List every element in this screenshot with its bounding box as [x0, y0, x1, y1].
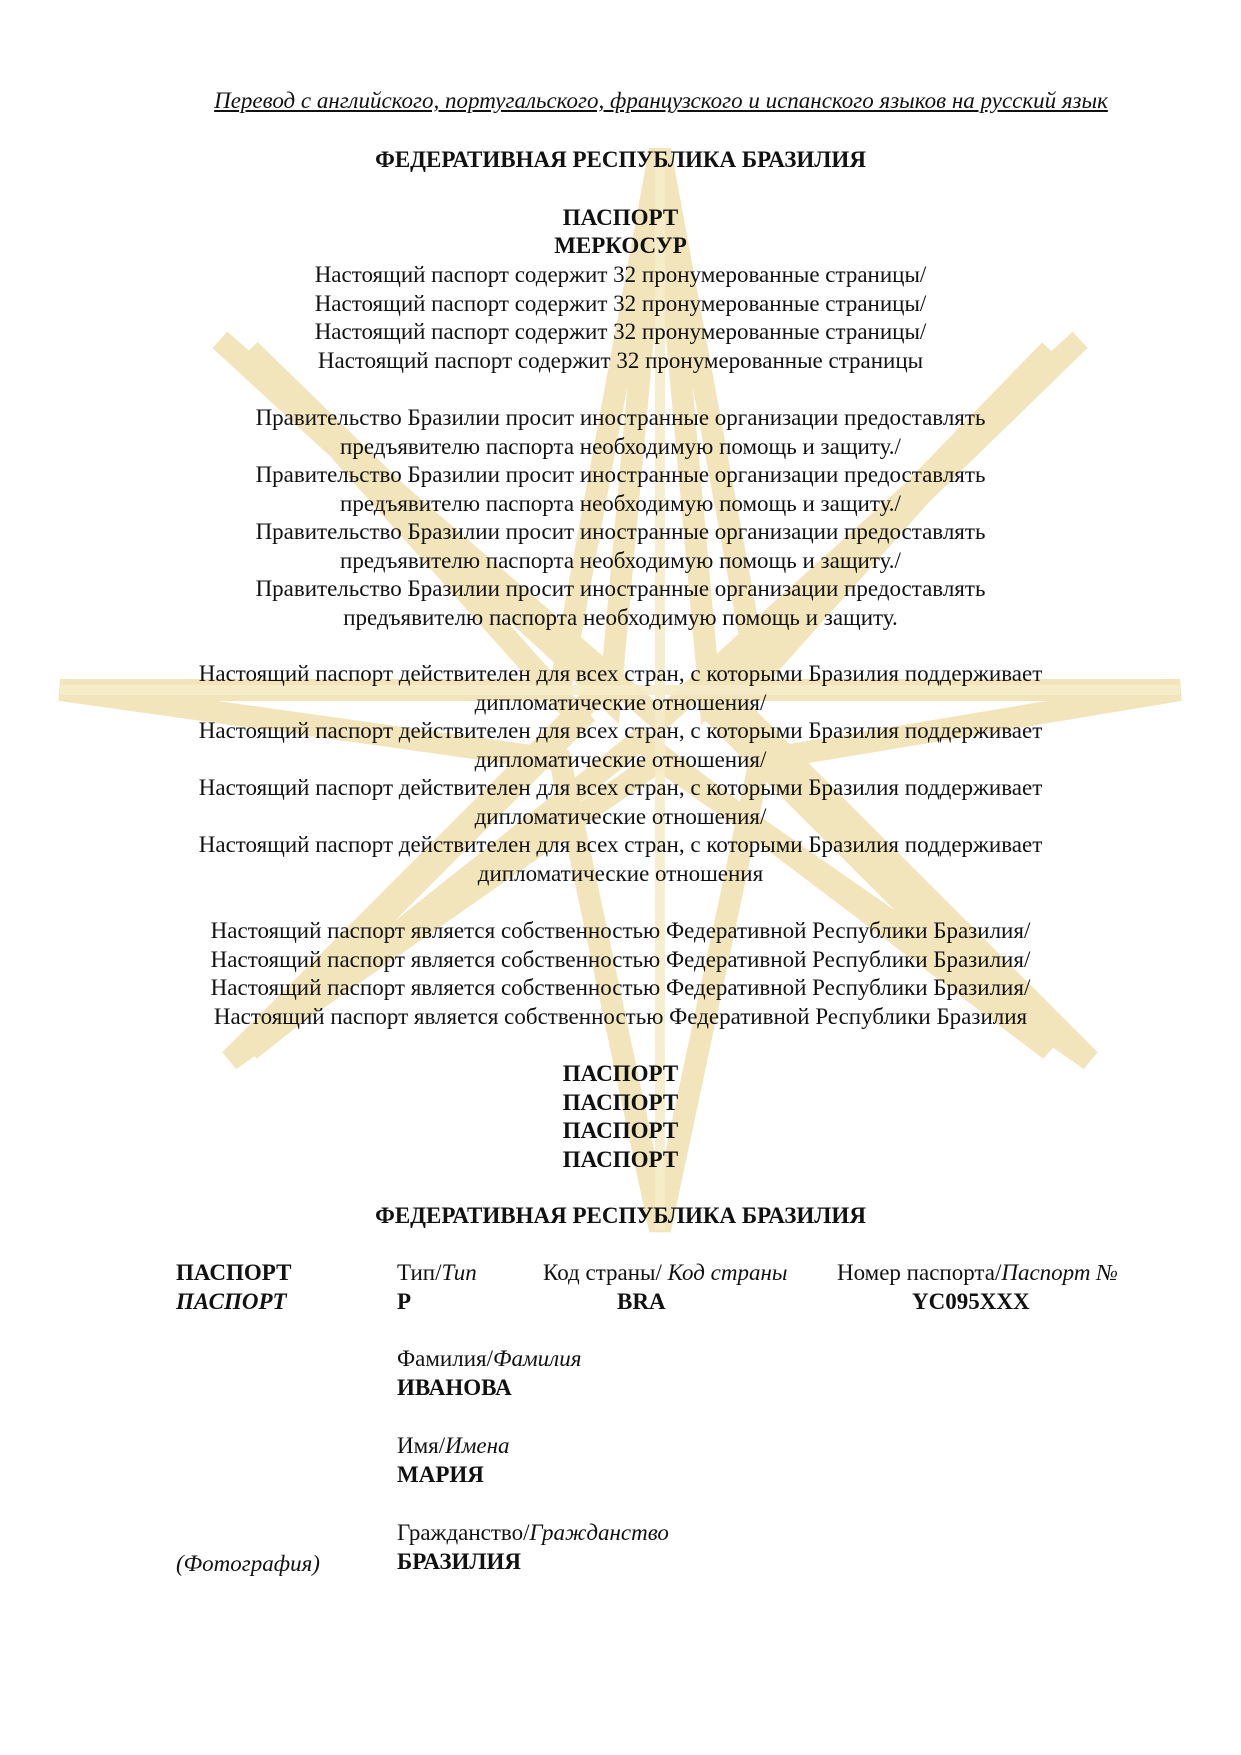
pages-line: Настоящий паспорт содержит 32 пронумерованные страницы/	[314, 262, 927, 287]
government-line: предъявителю паспорта необходимую помощь и защиту./	[340, 547, 901, 573]
photo-placeholder: (Фотография)	[176, 1551, 320, 1576]
validity-line: Настоящий паспорт действителен для всех стран, с которыми Бразилия поддерживает	[198, 775, 1043, 800]
nationality-label: Гражданство/Гражданство	[397, 1520, 669, 1545]
country-code-value: BRA	[617, 1289, 666, 1314]
passport-number-value: YC095XXX	[912, 1289, 1030, 1314]
validity-statement	[0, 660, 1241, 888]
surname-label: Фамилия/Фамилия	[397, 1346, 582, 1371]
pages-line: Настоящий паспорт содержит 32 пронумерованные страницы/	[314, 290, 927, 316]
validity-line: Настоящий паспорт действителен для всех стран, с которыми Бразилия поддерживает	[198, 832, 1043, 857]
passport-title: ПАСПОРТ	[562, 205, 679, 230]
government-line: Правительство Бразилии просит иностранные организации предоставлять	[255, 405, 986, 430]
government-line: Правительство Бразилии просит иностранные организации предоставлять	[255, 462, 986, 487]
pages-line: Настоящий паспорт содержит 32 пронумерованные страницы/	[314, 319, 927, 344]
government-line: предъявителю паспорта необходимую помощь и защиту.	[343, 604, 898, 630]
property-statement	[0, 917, 1241, 1031]
government-request	[0, 404, 1241, 632]
validity-line: Настоящий паспорт действителен для всех стран, с которыми Бразилия поддерживает	[198, 661, 1043, 686]
validity-line: дипломатические отношения	[477, 860, 764, 886]
government-line: предъявителю паспорта необходимую помощь и защиту./	[340, 433, 901, 459]
passport-repeat-line: ПАСПОРТ	[562, 1089, 679, 1115]
validity-line: дипломатические отношения/	[474, 689, 767, 715]
given-names-value: МАРИЯ	[397, 1462, 484, 1487]
type-value: P	[397, 1289, 412, 1314]
surname-value: ИВАНОВА	[397, 1375, 512, 1400]
nationality-value: БРАЗИЛИЯ	[397, 1549, 522, 1574]
validity-line: дипломатические отношения/	[474, 746, 767, 772]
pages-line: Настоящий паспорт содержит 32 пронумерованные страницы	[317, 347, 924, 373]
type-label: Тип/Тип	[397, 1260, 477, 1285]
doc-label: ПАСПОРТ	[176, 1260, 292, 1285]
property-line: Настоящий паспорт является собственностью Федеративной Республики Бразилия/	[210, 918, 1031, 943]
doc-label-italic: ПАСПОРТ	[176, 1289, 287, 1314]
passport-repeat-line: ПАСПОРТ	[562, 1061, 679, 1086]
given-names-label: Имя/Имена	[397, 1433, 510, 1458]
translation-note: Перевод с английского, португальского, французского и испанского языков на русский язык	[214, 88, 1108, 113]
pages-statement	[0, 261, 1241, 375]
property-line: Настоящий паспорт является собственностью Федеративной Республики Бразилия/	[210, 975, 1031, 1000]
validity-line: Настоящий паспорт действителен для всех стран, с которыми Бразилия поддерживает	[198, 718, 1043, 743]
government-line: предъявителю паспорта необходимую помощь и защиту./	[340, 490, 901, 516]
country-code-label: Код страны/ Код страны	[543, 1260, 788, 1285]
validity-line: дипломатические отношения/	[474, 803, 767, 829]
property-line: Настоящий паспорт является собственностью Федеративной Республики Бразилия/	[210, 946, 1031, 972]
government-line: Правительство Бразилии просит иностранные организации предоставлять	[255, 519, 986, 544]
mercosur-title: МЕРКОСУР	[554, 233, 687, 258]
passport-repeat	[0, 1060, 1241, 1174]
passport-repeat-line: ПАСПОРТ	[562, 1146, 679, 1172]
government-line: Правительство Бразилии просит иностранные организации предоставлять	[255, 576, 986, 601]
passport-repeat-line: ПАСПОРТ	[562, 1118, 679, 1143]
country-title-top: ФЕДЕРАТИВНАЯ РЕСПУБЛИКА БРАЗИЛИЯ	[375, 147, 866, 172]
country-title-bottom: ФЕДЕРАТИВНАЯ РЕСПУБЛИКА БРАЗИЛИЯ	[375, 1203, 866, 1228]
property-line: Настоящий паспорт является собственностью Федеративной Республики Бразилия	[213, 1003, 1028, 1029]
passport-number-label: Номер паспорта/Паспорт №	[837, 1260, 1118, 1285]
